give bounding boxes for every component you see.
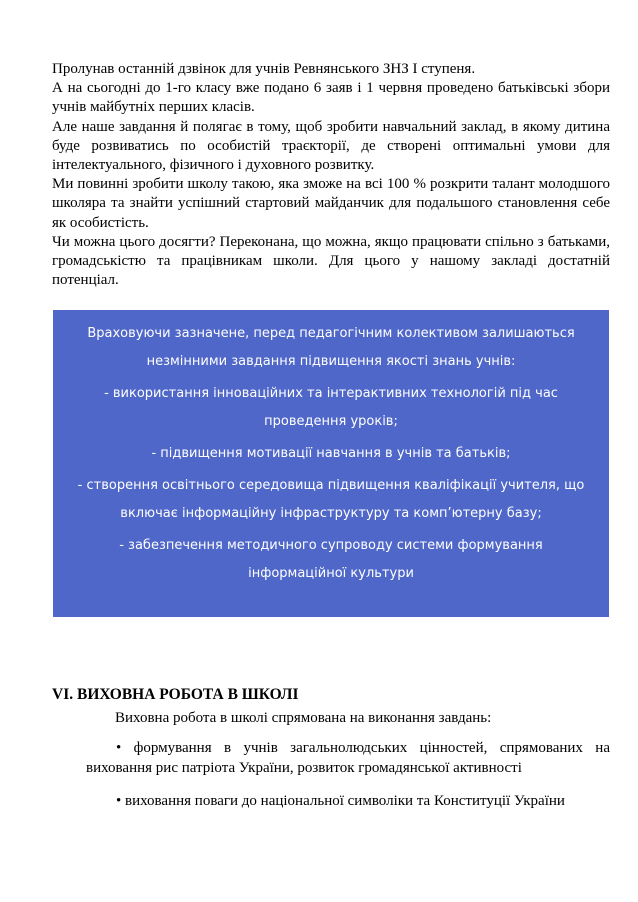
tasks-box-item: - підвищення мотивації навчання в учнів та батьків; bbox=[151, 446, 511, 461]
tasks-box-item: - використання інноваційних та інтерактивних технологій під час проведення уроків; bbox=[104, 386, 558, 429]
tasks-box-item: - створення освітнього середовища підвищення кваліфікації учителя, що включає інформаційну інфраструктуру та комп’ютерну базу; bbox=[77, 478, 585, 521]
tasks-box-item: - забезпечення методичного супроводу системи формування інформаційної культури bbox=[119, 538, 543, 581]
section-title: VI. ВИХОВНА РОБОТА В ШКОЛІ bbox=[52, 686, 299, 703]
intro-paragraph: Ми повинні зробити школу такою, яка зможе на всі 100 % розкрити талант молодшого школяра та знайти успішний стартовий майданчик для подальшого становлення себе як особистість. bbox=[52, 176, 610, 231]
list-item: • формування в учнів загальнолюдських цінностей, спрямованих на виховання рис патріота України, розвиток громадянської активності bbox=[86, 740, 610, 776]
section-bullet-list bbox=[86, 738, 610, 824]
tasks-box-item: Враховуючи зазначене, перед педагогічним колективом залишаються незмінними завдання підвищення якості знань учнів: bbox=[87, 326, 575, 369]
intro-text bbox=[52, 60, 610, 290]
intro-paragraph: Але наше завдання й полягає в тому, щоб зробити навчальний заклад, в якому дитина буде розвиватись по особистій траєкторії, де створені оптимальні умови для інтелектуального, фізичного і духовного розвитку. bbox=[52, 118, 610, 174]
section-intro: Виховна робота в школі спрямована на виконання завдань: bbox=[115, 710, 492, 726]
intro-paragraph: Чи можна цього досягти? Переконана, що можна, якщо працювати спільно з батьками, громадськістю та працівникам школи. Для цього у нашому закладі достатній потенціал. bbox=[52, 233, 610, 289]
intro-paragraph: Пролунав останній дзвінок для учнів Ревнянського ЗНЗ І ступеня. bbox=[52, 61, 476, 77]
intro-paragraph: А на сьогодні до 1-го класу вже подано 6 заяв і 1 червня проведено батьківські збори учнів майбутніх перших класів. bbox=[52, 80, 610, 116]
tasks-highlight-box bbox=[53, 310, 609, 617]
list-item: • виховання поваги до національної символіки та Конституції України bbox=[116, 793, 565, 809]
